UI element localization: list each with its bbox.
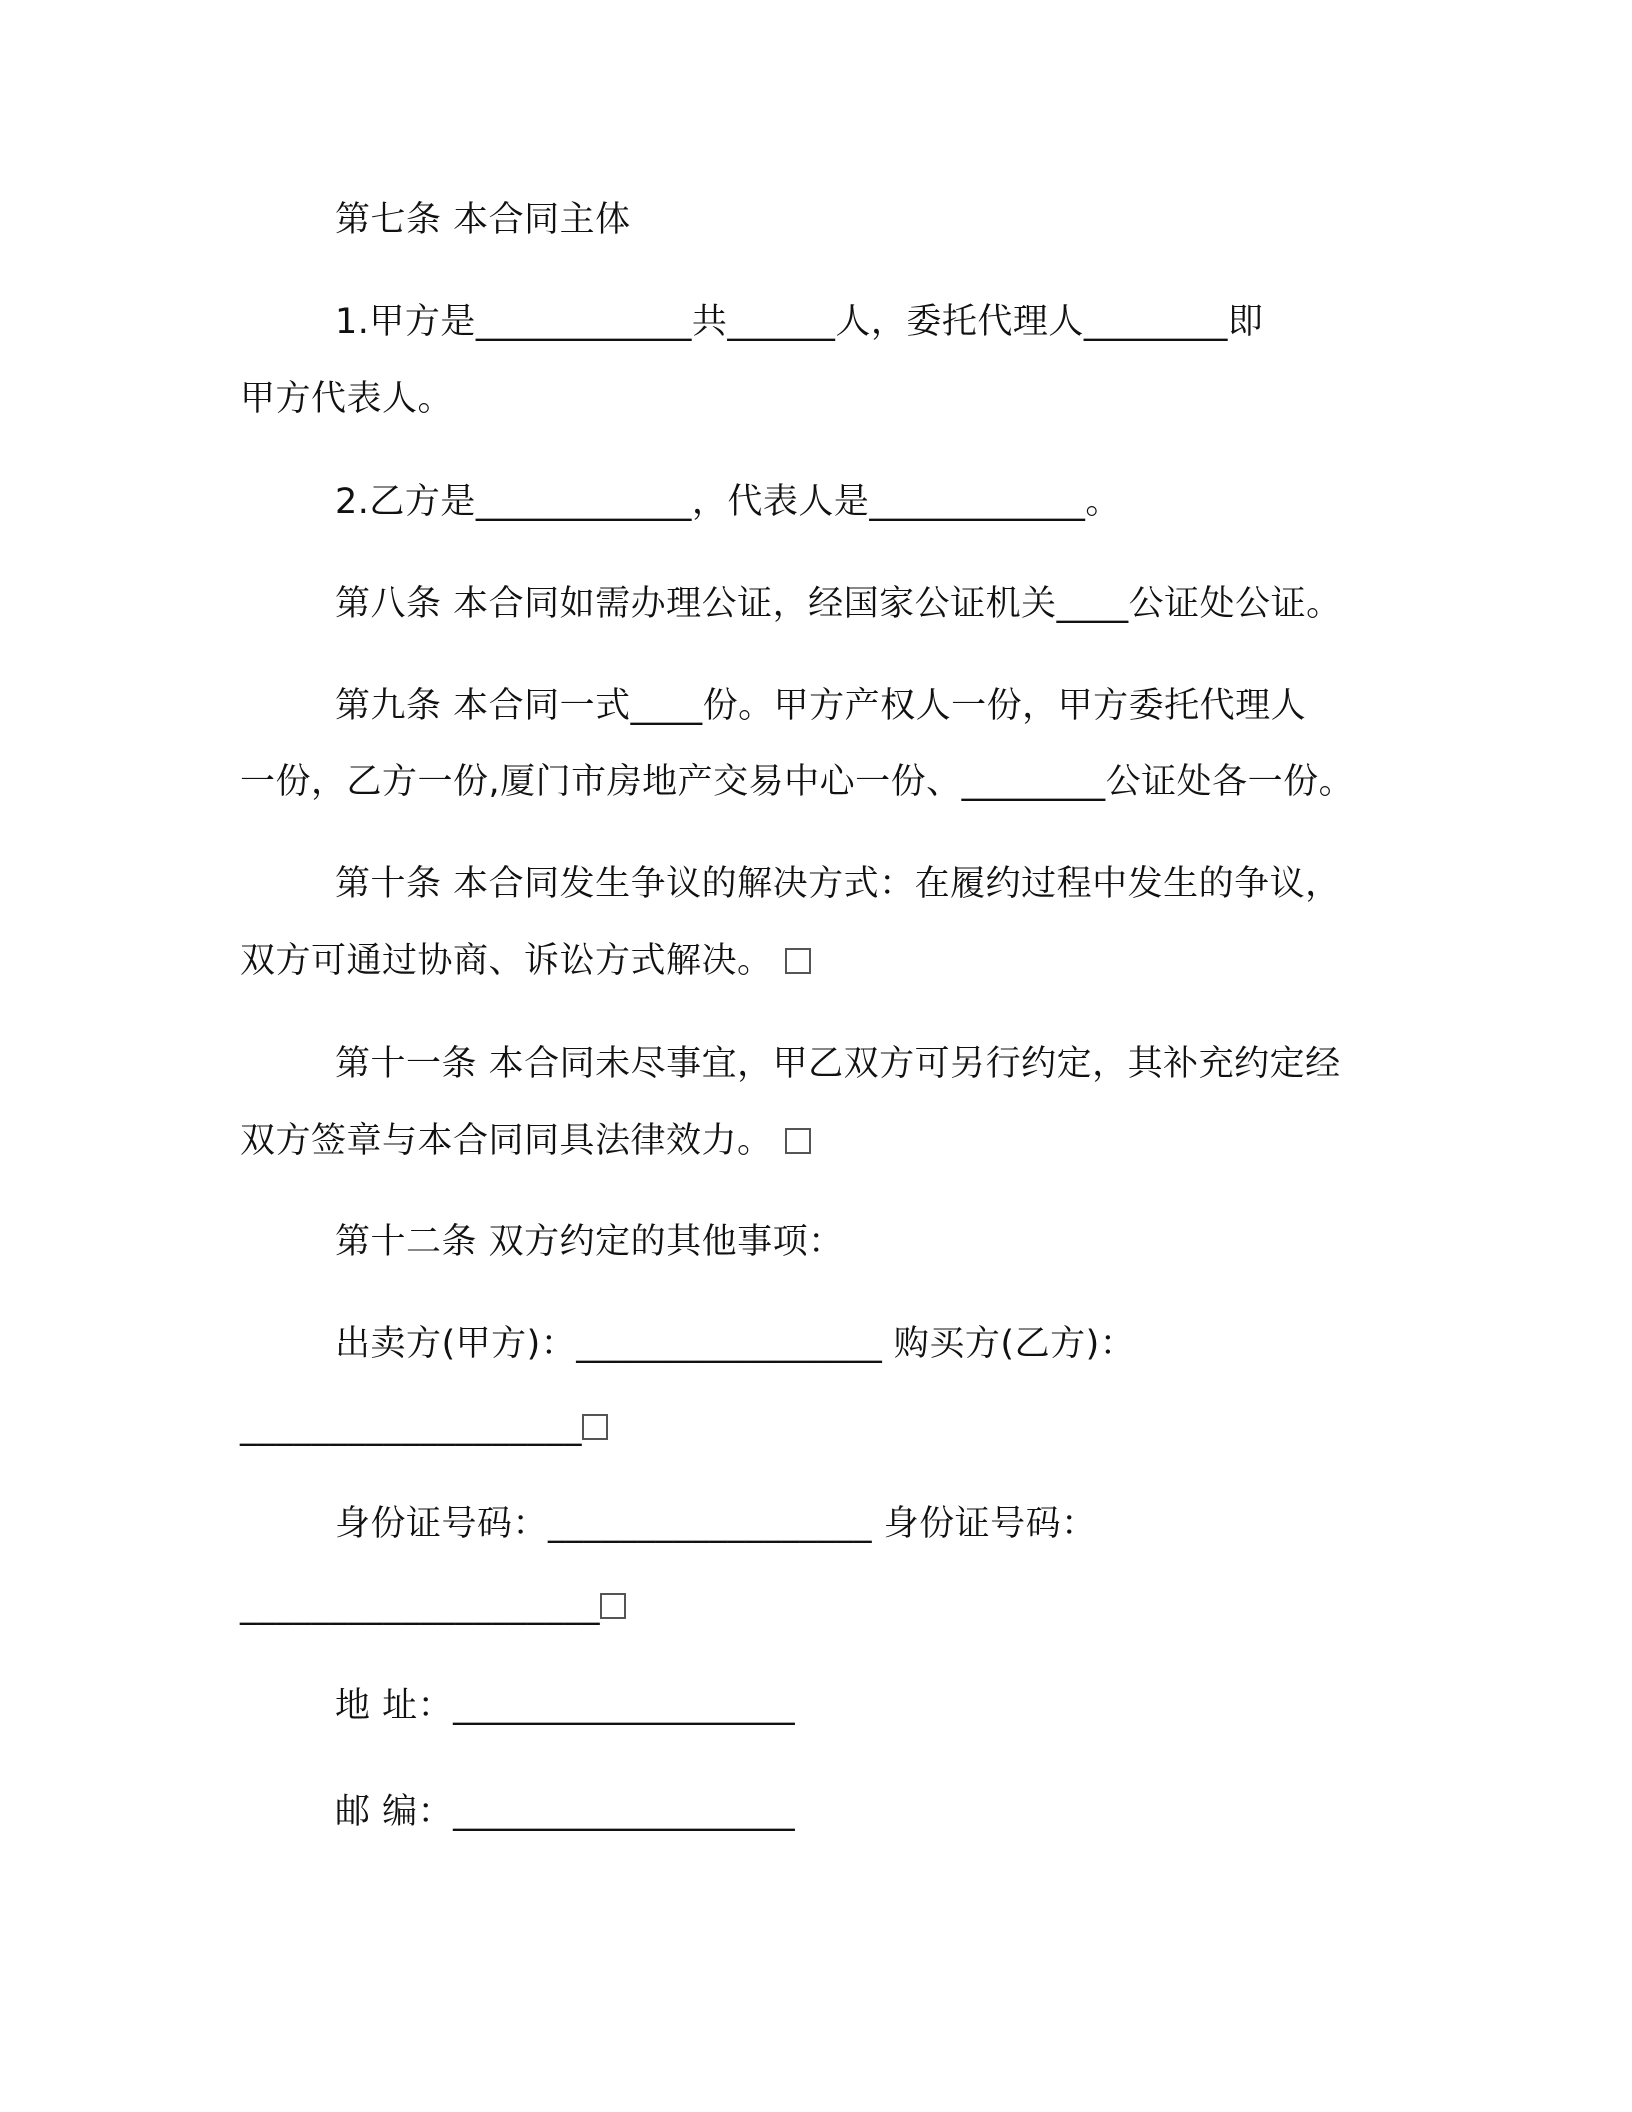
article-7-party-b [335,478,1121,526]
article-11-cont-text: 双方签章与本合同同具法律效力。 [240,1121,773,1161]
article-11-cont [240,1117,811,1165]
checkbox-placeholder [600,1593,626,1619]
id-blank-text: ____________________ [240,1586,600,1626]
checkbox-placeholder [785,948,811,974]
postcode-line [335,1788,795,1836]
article-10 [335,860,1341,908]
article-12-text: 第十二条 双方约定的其他事项： [335,1222,844,1262]
address-text: 地 址：___________________ [335,1686,796,1726]
article-7-party-a-cont-text: 甲方代表人。 [240,379,454,419]
article-7-heading [335,196,631,244]
article-9-text: 第九条 本合同一式____份。甲方产权人一份，甲方委托代理人 [335,686,1307,726]
buyer-blank-line [240,1403,608,1451]
id-number-line [335,1500,1097,1548]
article-9-cont-text: 一份，乙方一份,厦门市房地产交易中心一份、________公证处各一份。 [240,762,1355,802]
article-8-text: 第八条 本合同如需办理公证，经国家公证机关____公证处公证。 [335,584,1342,624]
article-12 [335,1218,844,1266]
address-line [335,1682,795,1730]
seller-buyer-text: 出卖方(甲方)：_________________ 购买方(乙方)： [335,1324,1136,1364]
article-7-party-b-text: 2.乙方是____________，代表人是____________。 [335,482,1121,522]
buyer-blank-text: ___________________ [240,1407,582,1447]
article-8 [335,580,1342,628]
article-7-party-a-cont [240,375,453,423]
article-10-cont [240,937,811,985]
article-9-cont [240,758,1354,806]
article-11 [335,1040,1341,1088]
article-11-text: 第十一条 本合同未尽事宜，甲乙双方可另行约定，其补充约定经 [335,1044,1341,1084]
article-10-text: 第十条 本合同发生争议的解决方式：在履约过程中发生的争议， [335,864,1341,904]
article-7-party-a-text: 1.甲方是____________共______人，委托代理人________即 [335,302,1264,342]
article-9 [335,682,1306,730]
checkbox-placeholder [785,1128,811,1154]
article-7-heading-text: 第七条 本合同主体 [335,200,631,240]
article-10-cont-text: 双方可通过协商、诉讼方式解决。 [240,941,773,981]
article-7-party-a [335,298,1263,346]
id-blank-line [240,1582,626,1630]
checkbox-placeholder [582,1414,608,1440]
seller-buyer-line [335,1320,1135,1368]
postcode-text: 邮 编：___________________ [335,1792,796,1832]
id-number-text: 身份证号码：__________________ 身份证号码： [335,1504,1097,1544]
